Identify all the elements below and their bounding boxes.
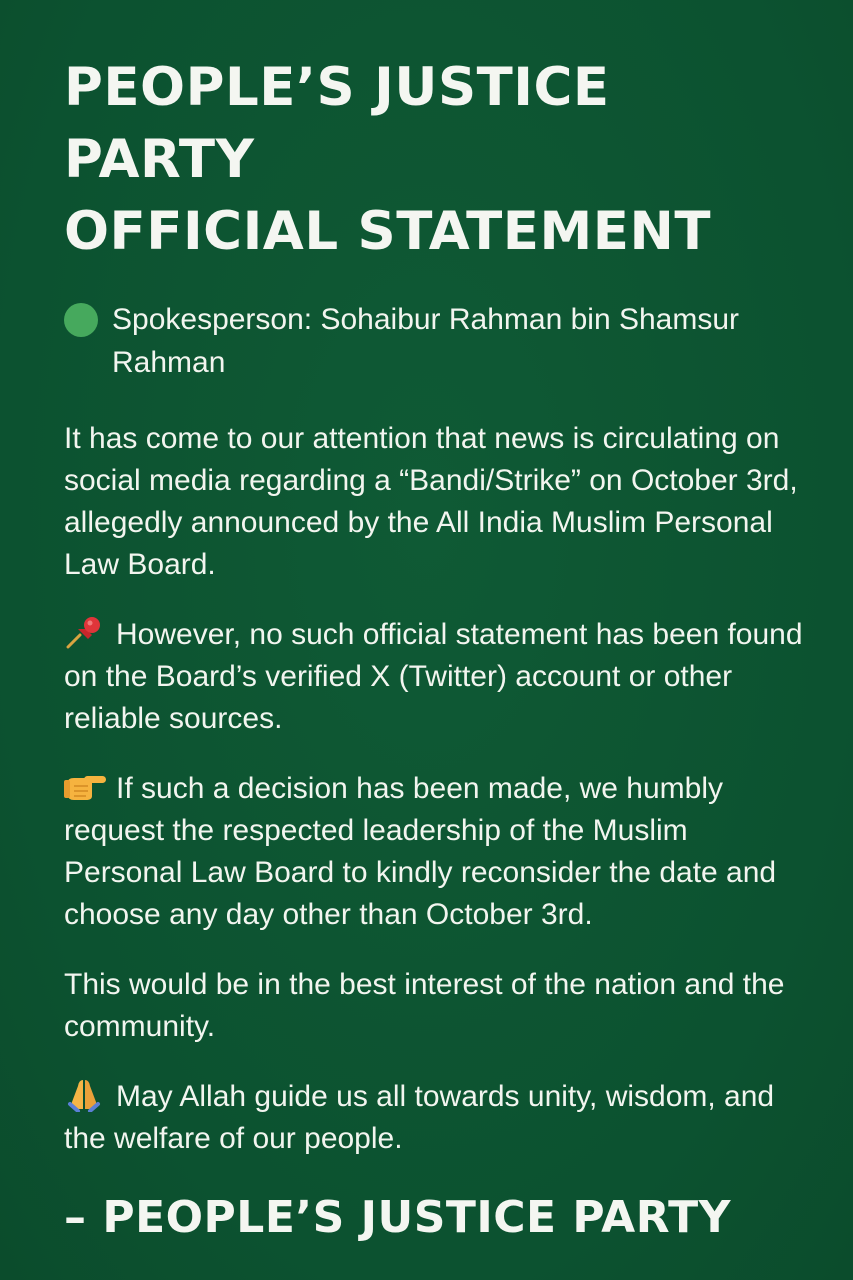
page-title	[64, 52, 813, 268]
paragraph-verification-text: However, no such official statement has been found on the Board’s verified X (Twitter) account or other reliable sources.	[64, 618, 803, 735]
paragraph-interest-text: This would be in the best interest of the nation and the community.	[64, 968, 785, 1043]
paragraph-rumor	[64, 418, 813, 586]
spokesperson-line	[64, 298, 813, 384]
paragraph-rumor-text: It has come to our attention that news is circulating on social media regarding a “Bandi/Strike” on October 3rd, allegedly announced by the All India Muslim Personal Law Board.	[64, 422, 798, 581]
paragraph-interest	[64, 964, 813, 1048]
pushpin-icon	[64, 616, 108, 648]
spokesperson-text: Spokesperson: Sohaibur Rahman bin Shamsur Rahman	[112, 303, 740, 379]
folded-hands-icon	[64, 1078, 108, 1110]
paragraph-prayer-text: May Allah guide us all towards unity, wisdom, and the welfare of our people.	[64, 1080, 775, 1155]
pointing-hand-icon	[64, 770, 108, 802]
paragraph-request	[64, 768, 813, 936]
title-line-1: PEOPLE’S JUSTICE PARTY	[64, 57, 610, 190]
paragraph-request-text: If such a decision has been made, we humbly request the respected leadership of the Muslim Personal Law Board to kindly reconsider the date and choose any day other than October 3rd.	[64, 772, 777, 931]
title-line-2: OFFICIAL STATEMENT	[64, 201, 711, 262]
signoff: – PEOPLE’S JUSTICE PARTY	[64, 1192, 731, 1243]
green-circle-icon	[64, 303, 98, 337]
paragraph-verification	[64, 614, 813, 740]
paragraph-prayer	[64, 1076, 813, 1160]
